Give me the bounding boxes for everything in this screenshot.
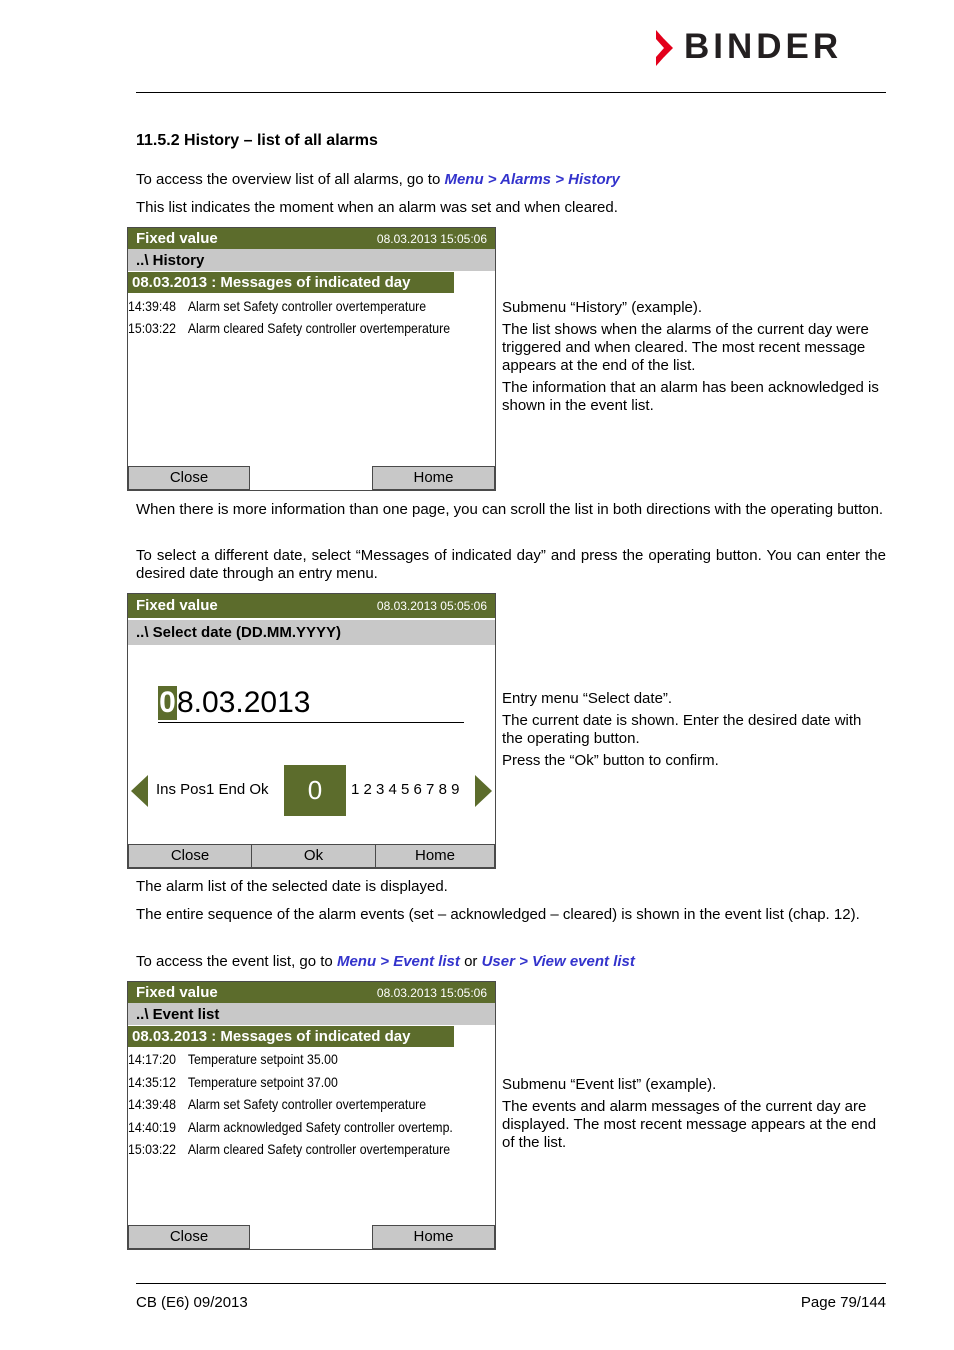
selected-key[interactable]: 0 [284,765,346,816]
messages-of-indicated-day-selector[interactable] [128,1026,454,1047]
close-button[interactable]: Close [128,466,250,490]
desc-line: Submenu “Event list” (example). [502,1076,717,1093]
list-item [128,298,426,314]
ok-button[interactable]: Ok [251,844,376,868]
date-entry-field[interactable] [158,686,464,723]
keyboard-digit-keys[interactable]: 1 2 3 4 5 6 7 8 9 [351,781,460,798]
screen-timestamp: 08.03.2013 15:05:06 [376,986,487,1000]
brand-name: BINDER [684,27,843,66]
list-item-text: Alarm acknowledged Safety controller overtemp. [187,1119,453,1135]
close-button[interactable]: Close [128,1225,250,1249]
screen-title: Fixed value [136,597,218,614]
keyboard-left-keys[interactable]: Ins Pos1 End Ok [156,781,269,798]
home-button[interactable]: Home [375,844,495,868]
select-date-screen [127,593,496,869]
select-date-note: To select a different date, select “Messages of indicated day” and press the operating button. You can enter the desired date through an entry menu. [136,547,886,582]
list-item-time: 15:03:22 [128,320,176,336]
list-item-time: 14:17:20 [128,1051,176,1067]
binder-logo [654,27,886,68]
event-list-menu-path-link[interactable]: Menu > Event list [336,953,460,970]
desc-line: The list shows when the alarms of the current day were triggered and when cleared. The most recent message appears at the end of the list. [502,321,869,374]
desc-line: The information that an alarm has been acknowledged is shown in the event list. [502,379,879,414]
desc-line: The events and alarm messages of the current day are displayed. The most recent message appears at the end of the list. [502,1098,877,1151]
messages-of-indicated-day-selector[interactable] [128,272,454,293]
view-event-list-path-link[interactable]: User > View event list [481,953,635,970]
screen-title-bar [128,594,495,618]
event-list-screen [127,981,496,1250]
desc-line: Press the “Ok” button to confirm. [502,752,719,769]
close-button[interactable]: Close [128,844,252,868]
screen-path: ..\ Event list [136,1006,220,1023]
screen-path-bar [128,249,495,271]
history-description: This list indicates the moment when an alarm was set and when cleared. [136,199,618,216]
footer-page-number: Page 79/144 [800,1294,886,1311]
list-item-time: 14:39:48 [128,298,176,314]
list-item-text: Alarm cleared Safety controller overtemperature [187,320,451,336]
screen-title-bar [128,228,495,249]
screen-path: ..\ History [136,252,205,269]
history-menu-path-link[interactable]: Menu > Alarms > History [444,171,620,188]
list-displayed-note: The alarm list of the selected date is displayed. [136,878,448,895]
list-item [128,1051,338,1067]
screen-path-bar [128,1003,495,1025]
event-access-prefix: To access the event list, go to [136,953,337,970]
list-item [128,1119,453,1135]
scroll-note: When there is more information than one page, you can scroll the list in both directions with the operating button. [136,501,884,518]
header-divider [136,92,886,93]
day-label: 08.03.2013 : Messages of indicated day [132,274,411,291]
home-button[interactable]: Home [372,466,495,490]
list-item-time: 14:35:12 [128,1074,176,1090]
list-item-text: Alarm cleared Safety controller overtemperature [187,1141,451,1157]
list-item-time: 15:03:22 [128,1141,176,1157]
footer-divider [136,1283,886,1284]
list-item-text: Temperature setpoint 35.00 [187,1051,338,1067]
list-item-text: Alarm set Safety controller overtemperature [187,298,427,314]
history-screen-description [502,299,886,419]
event-sequence-note: The entire sequence of the alarm events (set – acknowledged – cleared) is shown in the event list (chap. 12). [136,906,860,923]
screen-path: ..\ Select date (DD.MM.YYYY) [136,624,342,641]
arrow-right-icon[interactable] [475,775,492,807]
list-item-time: 14:40:19 [128,1119,176,1135]
desc-line: Entry menu “Select date”. [502,690,673,707]
binder-triangle-logo-icon [654,30,684,66]
section-title: 11.5.2 History – list of all alarms [136,132,378,149]
screen-timestamp: 08.03.2013 15:05:06 [376,232,487,246]
list-item-text: Temperature setpoint 37.00 [187,1074,338,1090]
list-item [128,1141,450,1157]
desc-line: Submenu “History” (example). [502,299,703,316]
date-entry-value: 8.03.2013 [177,686,311,719]
list-item [128,1074,338,1090]
footer-doc-id: CB (E6) 09/2013 [136,1294,248,1311]
screen-title-bar [128,982,495,1003]
select-date-screen-description [502,690,886,774]
access-paragraph [136,171,886,189]
event-list-screen-description [502,1076,886,1156]
screen-timestamp: 08.03.2013 05:05:06 [376,599,487,613]
access-prefix: To access the overview list of all alarms, go to [136,171,445,188]
list-item-text: Alarm set Safety controller overtemperature [187,1096,427,1112]
screen-title: Fixed value [136,984,218,1001]
home-button[interactable]: Home [372,1225,495,1249]
day-label: 08.03.2013 : Messages of indicated day [132,1028,411,1045]
history-screen [127,227,496,491]
screen-path-bar [128,620,495,645]
event-access-or: or [459,953,482,970]
desc-line: The current date is shown. Enter the desired date with the operating button. [502,712,862,747]
arrow-left-icon[interactable] [131,775,148,807]
date-entry-cursor: 0 [159,686,176,719]
list-item [128,320,450,336]
list-item-time: 14:39:48 [128,1096,176,1112]
event-list-access-paragraph [136,953,886,971]
list-item [128,1096,426,1112]
screen-title: Fixed value [136,230,218,247]
